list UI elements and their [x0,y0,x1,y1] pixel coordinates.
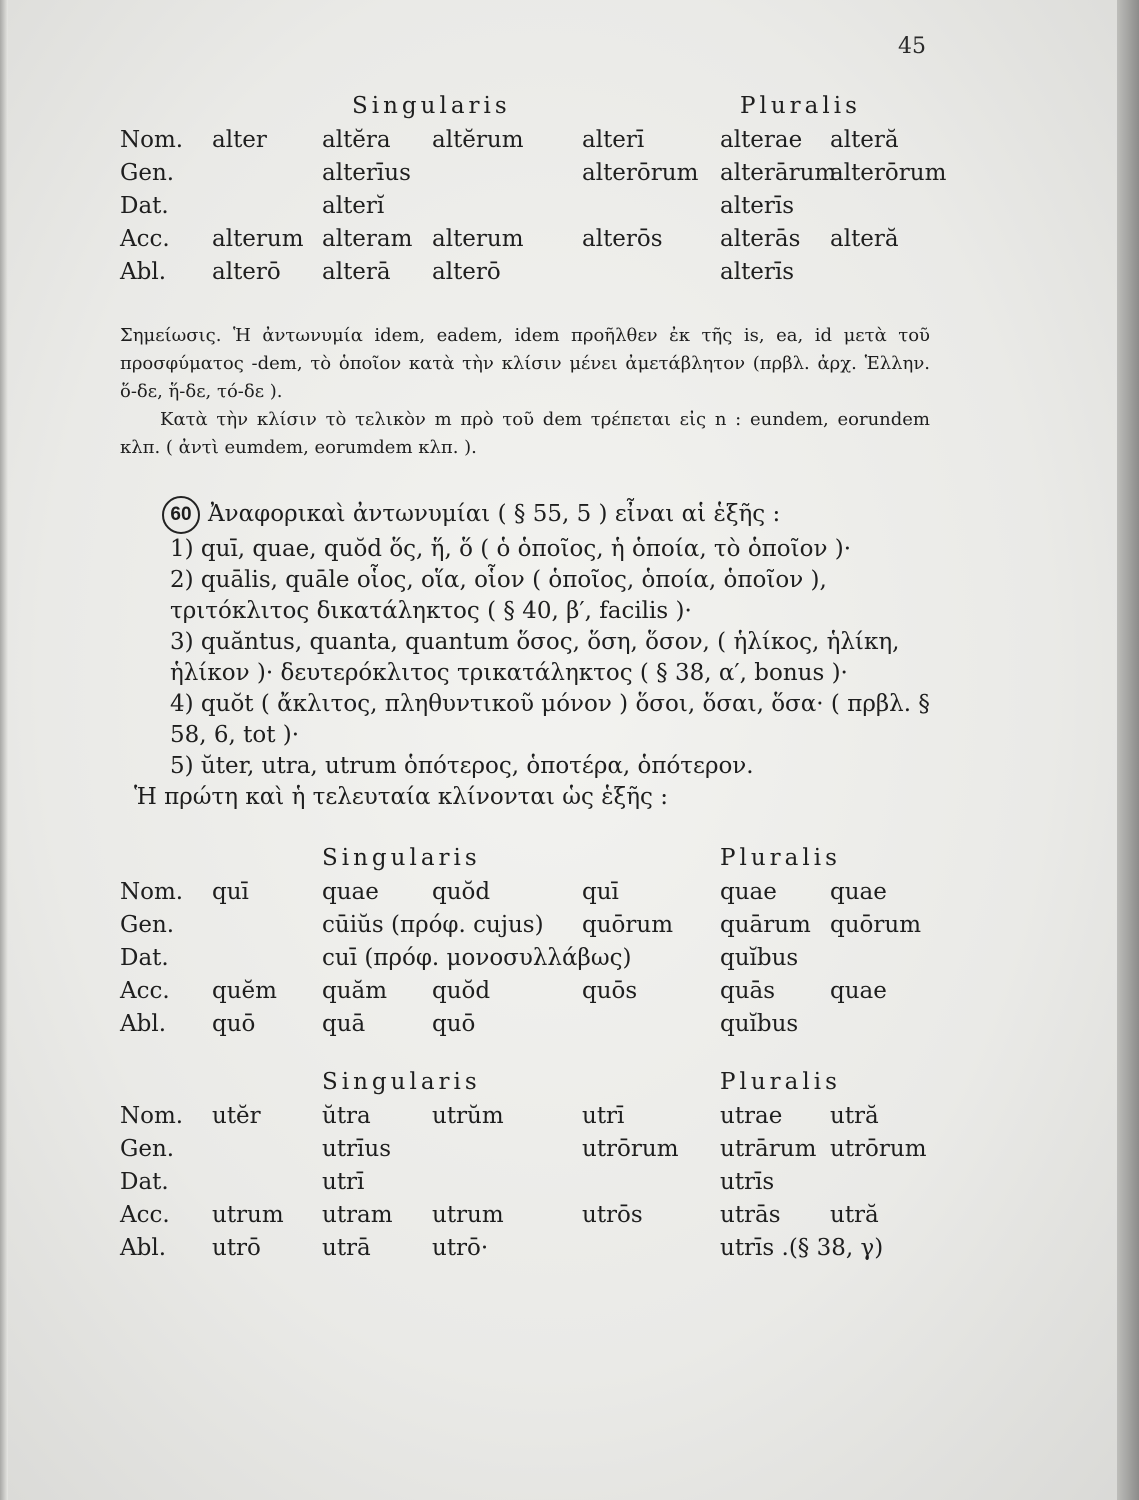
table-row [120,1199,940,1232]
case-label: Acc. [120,1202,170,1228]
table-row [120,190,940,223]
table-cell: alterā [322,259,391,285]
header-singularis: Singularis [322,1069,481,1095]
section-number-badge: 60 [162,496,200,534]
table-cell: alteră [830,127,899,153]
declension-table-alter [120,90,947,289]
list-item-3: 3) quăntus, quanta, quantum ὅσος, ὅση, ὅσον, ( ἡλίκος, ἡλίκη, ἡλίκον )· δευτερόκλιτος τρικατάληκτος ( § 38, α′, bonus )· [170,629,900,686]
table-cell: quī [212,879,249,905]
table-row [120,1166,940,1199]
note-paragraph-1: Σημείωσις. Ἡ ἀντωνυμία idem, eadem, idem προῆλθεν ἐκ τῆς is, ea, id μετὰ τοῦ προσφύματος -dem, τὸ ὁποῖον κατὰ τὴν κλίσιν μένει ἀμετάβλητον (πρβλ. ἀρχ. Ἑλλην. ὅ-δε, ἥ-δε, τό-δε ). [120,325,930,402]
declension-table-uter [120,1066,940,1265]
section-intro: Ἀναφορικαὶ ἀντωνυμίαι ( § 55, 5 ) εἶναι αἱ ἑξῆς : [208,501,781,527]
table-cell: alterĭ [322,193,385,219]
table-cell: utrŭm [432,1103,504,1129]
table-cell: alterō [212,259,281,285]
case-label: Dat. [120,945,169,971]
section-closing: Ἡ πρώτη καὶ ἡ τελευταία κλίνονται ὡς ἑξῆς : [134,784,668,810]
case-label: Gen. [120,1136,175,1162]
table-cell: utram [322,1202,393,1228]
table-row [120,975,940,1008]
note-block [120,322,930,462]
header-pluralis: Pluralis [720,845,841,871]
table-cell: alterīs [720,259,795,285]
table-cell: quās [720,978,776,1004]
table-row [120,876,940,909]
case-label: Dat. [120,193,169,219]
table-row [120,124,940,157]
table-row [120,942,940,975]
table-cell: quŏd [432,978,491,1004]
table-cell: altĕra [322,127,391,153]
table-cell: alterae [720,127,803,153]
table-cell: quĭbus [720,945,799,971]
case-label: Nom. [120,879,184,905]
table-cell: utrī [322,1169,365,1195]
table-cell: cuī (πρόφ. μονοσυλλάβως) [322,945,632,971]
table-cell: alterī [582,127,645,153]
table-cell: quŏd [432,879,491,905]
table-cell: alterōrum [830,160,947,186]
table-row [120,1008,940,1041]
table-cell: quō [212,1011,256,1037]
header-pluralis: Pluralis [720,1069,841,1095]
table-cell: alteră [830,226,899,252]
table-cell: utrās [720,1202,781,1228]
table-cell: ŭtra [322,1103,371,1129]
table-cell: cūiŭs (πρόφ. cujus) [322,912,544,938]
table-cell: utrōs [582,1202,643,1228]
table-cell: alterīs [720,193,795,219]
table-cell: quā [322,1011,366,1037]
table-cell: alterum [212,226,304,252]
table-cell: quōs [582,978,638,1004]
table-cell: quae [322,879,379,905]
table-cell: altĕrum [432,127,524,153]
table-cell: quĕm [212,978,277,1004]
table-header [120,1066,940,1100]
table-cell: quō [432,1011,476,1037]
table-cell: utrō· [432,1235,489,1261]
header-singularis: Singularis [322,845,481,871]
list-item-4: 4) quŏt ( ἄκλιτος, πληθυντικοῦ μόνον ) ὅσοι, ὅσαι, ὅσα· ( πρβλ. § 58, 6, tot )· [170,691,930,748]
list-item-5: 5) ŭter, utra, utrum ὁπότερος, ὁποτέρα, ὁπότερον. [170,753,754,779]
note-paragraph-2: Κατὰ τὴν κλίσιν τὸ τελικὸν m πρὸ τοῦ dem τρέπεται εἰς n : eundem, eorundem κλπ. ( ἀντὶ eumdem, eorumdem κλπ. ). [120,409,930,458]
section-60 [120,496,935,813]
table-cell: utrā [322,1235,371,1261]
table-cell: quī [582,879,619,905]
header-pluralis: Pluralis [740,93,861,119]
table-cell: quăm [322,978,388,1004]
case-label: Abl. [120,259,166,285]
table-cell: alterārum [720,160,837,186]
table-cell: utrīus [322,1136,392,1162]
table-cell: utrī [582,1103,625,1129]
case-label: Acc. [120,226,170,252]
table-cell: alterum [432,226,524,252]
table-cell: utrum [212,1202,284,1228]
case-label: Nom. [120,1103,184,1129]
table-cell: quĭbus [720,1011,799,1037]
case-label: Gen. [120,160,175,186]
table-cell: alterīus [322,160,411,186]
table-row [120,909,940,942]
table-cell: utĕr [212,1103,261,1129]
table-row [120,1232,940,1265]
page-right-edge [1117,0,1139,1500]
page-number: 45 [898,34,926,59]
case-label: Abl. [120,1011,166,1037]
case-label: Acc. [120,978,170,1004]
table-cell: alterō [432,259,501,285]
table-row [120,1133,940,1166]
table-cell: quae [830,978,887,1004]
table-cell: utrō [212,1235,261,1261]
table-header [120,90,940,124]
declension-table-qui [120,842,940,1041]
table-cell: quōrum [582,912,674,938]
table-row [120,223,940,256]
table-cell: utră [830,1202,879,1228]
case-label: Dat. [120,1169,169,1195]
table-cell: utrōrum [582,1136,679,1162]
table-cell: quārum [720,912,811,938]
table-cell: utrae [720,1103,783,1129]
page-left-edge [0,0,8,1500]
table-cell: utrīs .(§ 38, γ) [720,1235,884,1261]
table-cell: utrum [432,1202,504,1228]
table-cell: quae [720,879,777,905]
table-row [120,1100,940,1133]
table-row [120,157,947,190]
list-item-2: 2) quālis, quāle οἷος, οἵα, οἷον ( ὁποῖος, ὁποία, ὁποῖον ), τριτόκλιτος δικατάληκτος ( § 40, β′, facilis )· [170,567,827,624]
table-cell: alteram [322,226,413,252]
table-cell: alterās [720,226,801,252]
list-item-1: 1) quī, quae, quŏd ὅς, ἥ, ὅ ( ὁ ὁποῖος, ἡ ὁποία, τὸ ὁποῖον )· [170,536,852,562]
table-cell: alterōrum [582,160,699,186]
table-row [120,256,940,289]
table-cell: alter [212,127,267,153]
table-cell: quae [830,879,887,905]
table-cell: utră [830,1103,879,1129]
case-label: Nom. [120,127,184,153]
case-label: Abl. [120,1235,166,1261]
header-singularis: Singularis [352,93,511,119]
table-cell: utrīs [720,1169,775,1195]
table-cell: utrōrum [830,1136,927,1162]
table-cell: alterōs [582,226,663,252]
table-cell: utrārum [720,1136,817,1162]
table-cell: quōrum [830,912,922,938]
table-header [120,842,940,876]
case-label: Gen. [120,912,175,938]
